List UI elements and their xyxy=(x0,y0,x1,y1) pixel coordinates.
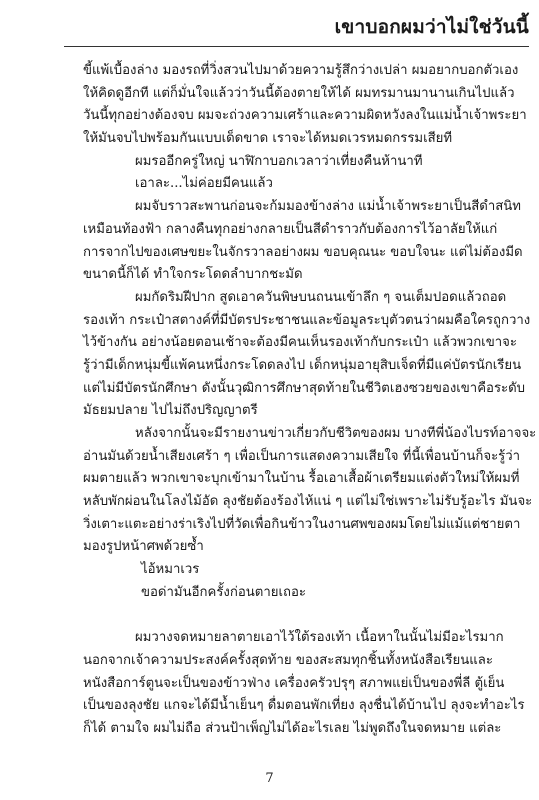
text-line: หนังสือการ์ตูนจะเป็นของข้าวฟ่าง เครื่องครัวปรุๆ สภาพแย่เป็นของพี่ลี ตู้เย็น xyxy=(83,675,505,691)
running-title: เขาบอกผมว่าไม่ใช่วันนี้ xyxy=(334,16,529,38)
dialogue-line: ไอ้หมาเวร xyxy=(141,562,200,578)
text-line: ไว้ข้างกัน อย่างน้อยตอนเช้าจะต้องมีคนเห็นรองเท้ากับกระเป๋า แล้วพวกเขาจะ xyxy=(83,335,517,351)
text-line: อ่านมันด้วยน้ำเสียงเศร้า ๆ เพื่อเป็นการแสดงความเสียใจ ที่นี้เพื่อนบ้านก็จะรู้ว่า xyxy=(83,448,521,464)
text-line: วันนี้ทุกอย่างต้องจบ ผมจะถ่วงความเศร้าและความผิดหวังลงในแม่น้ำเจ้าพระยา xyxy=(83,108,527,124)
text-line: เหมือนท้องฟ้า กลางคืนทุกอย่างกลายเป็นสีดำราวกับต้องการไว้อาลัยให้แก่ xyxy=(83,221,498,237)
paragraph-first-line: ผมจับราวสะพานก่อนจะก้มมองข้างล่าง แม่น้ำเจ้าพระยาเป็นสีดำสนิท xyxy=(135,199,522,215)
paragraph-first-line: หลังจากนั้นจะมีรายงานข่าวเกี่ยวกับชีวิตของผม บางทีพี่น้องไบรท์อาจจะ xyxy=(135,426,537,441)
page-number: 7 xyxy=(265,771,274,786)
text-line: วิ่งเตาะแตะอย่างร่าเริงไปที่วัดเพื่อกินข้าวในงานศพของผมโดยไม่แม้แต่ชายตา xyxy=(83,516,521,532)
body-text xyxy=(83,60,537,741)
text-line: การจากไปของเศษขยะในจักรวาลอย่างผม ขอบคุณนะ ขอบใจนะ แต่ไม่ต้องมีด xyxy=(83,244,523,260)
text-line: หลับพักผ่อนในโลงไม้อัด ลุงชัยต้องร้องไห้แน่ ๆ แต่ไม่ใช่เพราะไม่รับรู้อะไร มันจะ xyxy=(83,494,533,510)
paragraph-first-line: ผมกัดริมฝีปาก สูดเอาควันพิษบนถนนเข้าลึก ๆ จนเต็มปอดแล้วถอด xyxy=(135,289,507,305)
text-line: เป็นของลุงชัย แกจะได้มีน้ำเย็นๆ ดื่มตอนพักเที่ยง ลุงชื่นได้บ้านไป ลุงจะทำอะไร xyxy=(83,698,525,714)
text-line: นอกจากเจ้าความประสงค์ครั้งสุดท้าย ของสะสมทุกชิ้นทั้งหนังสือเรียนและ xyxy=(83,652,493,668)
text-line: ให้คิดดูอีกที แต่ก็มั่นใจแล้วว่าวันนี้ต้องตายให้ได้ ผมทรมานมานานเกินไปแล้ว xyxy=(83,85,515,101)
header-rule xyxy=(64,46,529,47)
paragraph-first-line: เอาละ...ไม่ค่อยมีคนแล้ว xyxy=(135,176,273,192)
text-line: รู้ว่ามีเด็กหนุ่มขี้แพ้คนหนึ่งกระโดดลงไป เด็กหนุ่มอายุสิบเจ็ดที่มีแค่บัตรนักเรียน xyxy=(83,357,522,373)
text-line: มัธยมปลาย ไปไม่ถึงปริญญาตรี xyxy=(83,403,258,419)
paragraph-first-line: ผมวางจดหมายลาตายเอาไว้ใต้รองเท้า เนื้อหาในนั้นไม่มีอะไรมาก xyxy=(135,630,504,646)
text-line: ก็ได้ ตามใจ ผมไม่ถือ ส่วนป้าเพ็ญไม่ได้อะไรเลย ไม่พูดถึงในจดหมาย แต่ละ xyxy=(83,720,502,736)
text-line: รองเท้า กระเป๋าสตางค์ที่มีบัตรประชาชนและข้อมูลระบุตัวตนว่าผมคือใครถูกวาง xyxy=(83,312,531,328)
text-line: แต่ไม่มีบัตรนักศึกษา ดังนั้นวุฒิการศึกษาสุดท้ายในชีวิตเฮงซวยของเขาคือระดับ xyxy=(83,380,526,396)
text-line: มองรูปหน้าศพด้วยซ้ำ xyxy=(83,539,204,555)
paragraph-first-line: ผมรออีกครู่ใหญ่ นาฬิกาบอกเวลาว่าเที่ยงคืนห้านาที xyxy=(135,153,423,169)
text-line: ขนาดนี้ก็ได้ ทำใจกระโดดลำบากชะมัด xyxy=(83,267,303,283)
dialogue-line: ขอด่ามันอีกครั้งก่อนตายเถอะ xyxy=(141,584,306,600)
section-break xyxy=(83,605,483,628)
text-line: ให้มันจบไปพร้อมกันแบบเด็ดขาด เราจะได้หมดเวรหมดกรรมเสียที xyxy=(83,131,453,147)
text-line: ผมตายแล้ว พวกเขาจะบุกเข้ามาในบ้าน รื้อเอาเสื้อผ้าเตรียมแต่งตัวใหม่ให้ผมที่ xyxy=(83,471,520,487)
text-line: ขี้แพ้เบื้องล่าง มองรถที่วิ่งสวนไปมาด้วยความรู้สึกว่างเปล่า ผมอยากบอกตัวเอง xyxy=(83,63,519,78)
